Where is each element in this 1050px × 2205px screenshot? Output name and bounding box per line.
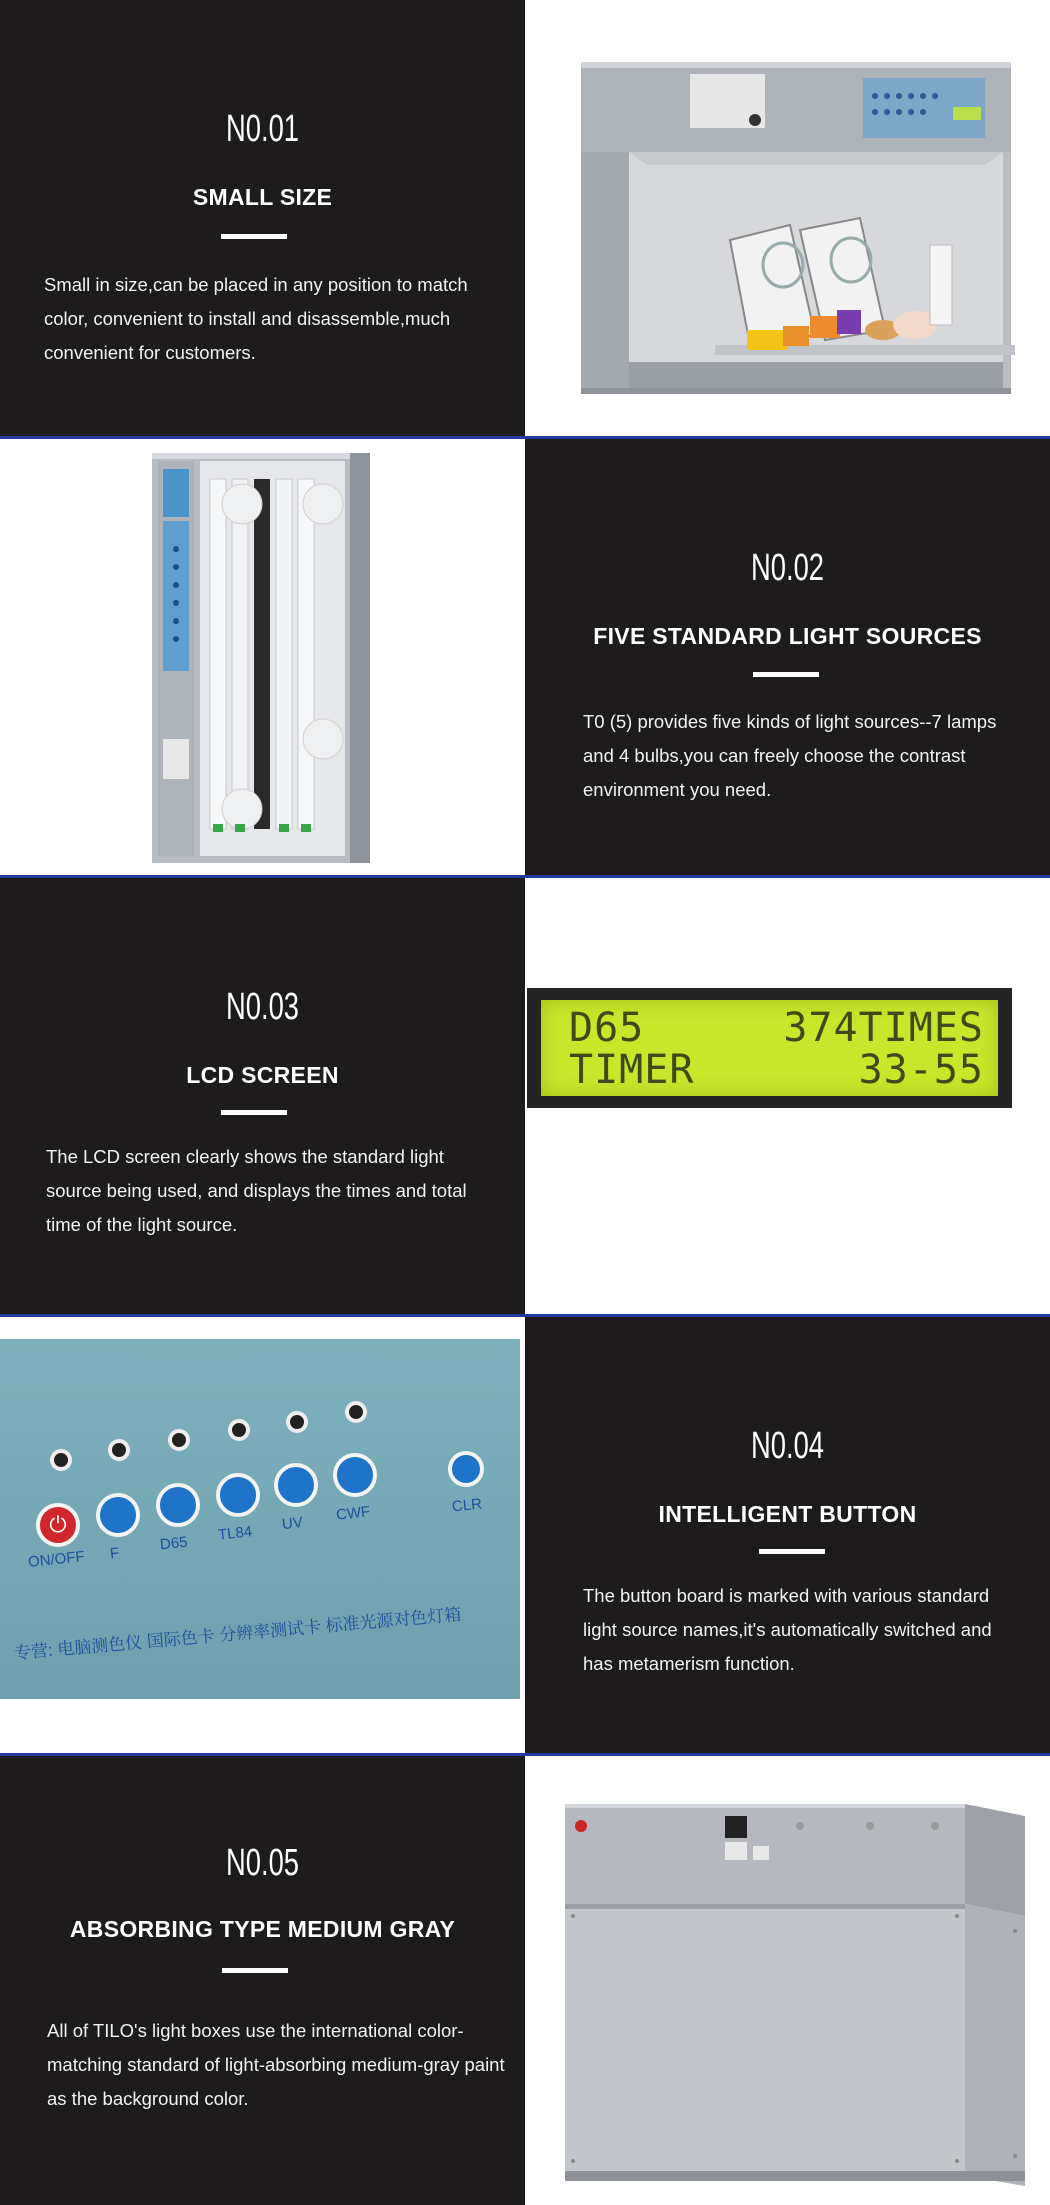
lcd-line1-right: 374TIMES [783,1005,984,1051]
f-button[interactable] [96,1493,140,1537]
button-label-uv: UV [281,1513,304,1534]
indicator-led [50,1449,72,1471]
lcd-line1-left: D65 [569,1005,645,1051]
heading-underline [759,1549,825,1554]
section-description: T0 (5) provides five kinds of light sources--7 lamps and 4 bulbs,you can freely choose the contrast environment you need. [583,711,997,800]
section-description: All of TILO's light boxes use the international color-matching standard of light-absorbing medium-gray paint as the background color. [47,2020,505,2109]
tl84-button[interactable] [216,1473,260,1517]
heading-underline [221,234,287,239]
light-box-interior-image [0,439,525,875]
button-label-onoff: ON/OFF [27,1548,86,1571]
section-4 [0,1317,1050,1753]
lcd-display [541,1000,998,1096]
lcd-line2-left: TIMER [569,1047,695,1093]
lcd-screen-image [525,878,1050,1314]
section-2 [0,439,1050,875]
section-number: N0.05 [225,1842,300,1884]
indicator-led [168,1429,190,1451]
section-2-text-panel [525,439,1050,875]
button-label-d65: D65 [159,1533,189,1554]
heading-underline [222,1968,288,1973]
section-1 [0,0,1050,436]
power-button[interactable]: ⏻ [36,1503,80,1547]
button-board-image [0,1317,525,1753]
section-3 [0,878,1050,1314]
button-board [0,1339,520,1699]
section-description: The LCD screen clearly shows the standard light source being used, and displays the times and total time of the light source. [46,1146,467,1235]
section-heading: FIVE STANDARD LIGHT SOURCES [593,623,982,649]
button-label-cwf: CWF [335,1503,371,1524]
cwf-button[interactable] [333,1453,377,1497]
section-heading: INTELLIGENT BUTTON [658,1501,917,1527]
heading-underline [753,672,819,677]
light-box-back-image [525,1756,1050,2205]
section-description: The button board is marked with various standard light source names,it's automatically switched and has metamerism function. [583,1585,992,1674]
d65-button[interactable] [156,1483,200,1527]
indicator-led [345,1401,367,1423]
section-description: Small in size,can be placed in any position to match color, convenient to install and disassemble,much convenient for customers. [44,274,468,363]
lcd-line2-right: 33-55 [858,1047,984,1093]
button-label-clr: CLR [451,1495,483,1516]
indicator-led [108,1439,130,1461]
section-number: N0.02 [750,547,825,589]
button-label-tl84: TL84 [217,1523,253,1544]
section-4-text-panel [525,1317,1050,1753]
section-1-text-panel [0,0,525,436]
section-heading: LCD SCREEN [186,1062,339,1088]
section-heading: SMALL SIZE [192,184,333,210]
section-number: N0.01 [225,108,300,150]
light-box-front-image [525,0,1050,436]
board-footer-text: 专营: 电脑测色仪 国际色卡 分辨率测试卡 标准光源对色灯箱 [13,1604,462,1663]
section-5 [0,1756,1050,2205]
section-number: N0.04 [750,1425,825,1467]
section-heading: ABSORBING TYPE MEDIUM GRAY [69,1916,456,1942]
section-number: N0.03 [225,986,300,1028]
indicator-led [228,1419,250,1441]
indicator-led [286,1411,308,1433]
section-5-text-panel [0,1756,525,2205]
button-label-f: F [109,1544,121,1563]
section-3-text-panel [0,878,525,1314]
lcd-bezel [527,988,1012,1108]
clr-button[interactable] [448,1451,484,1487]
heading-underline [221,1110,287,1115]
uv-button[interactable] [274,1463,318,1507]
